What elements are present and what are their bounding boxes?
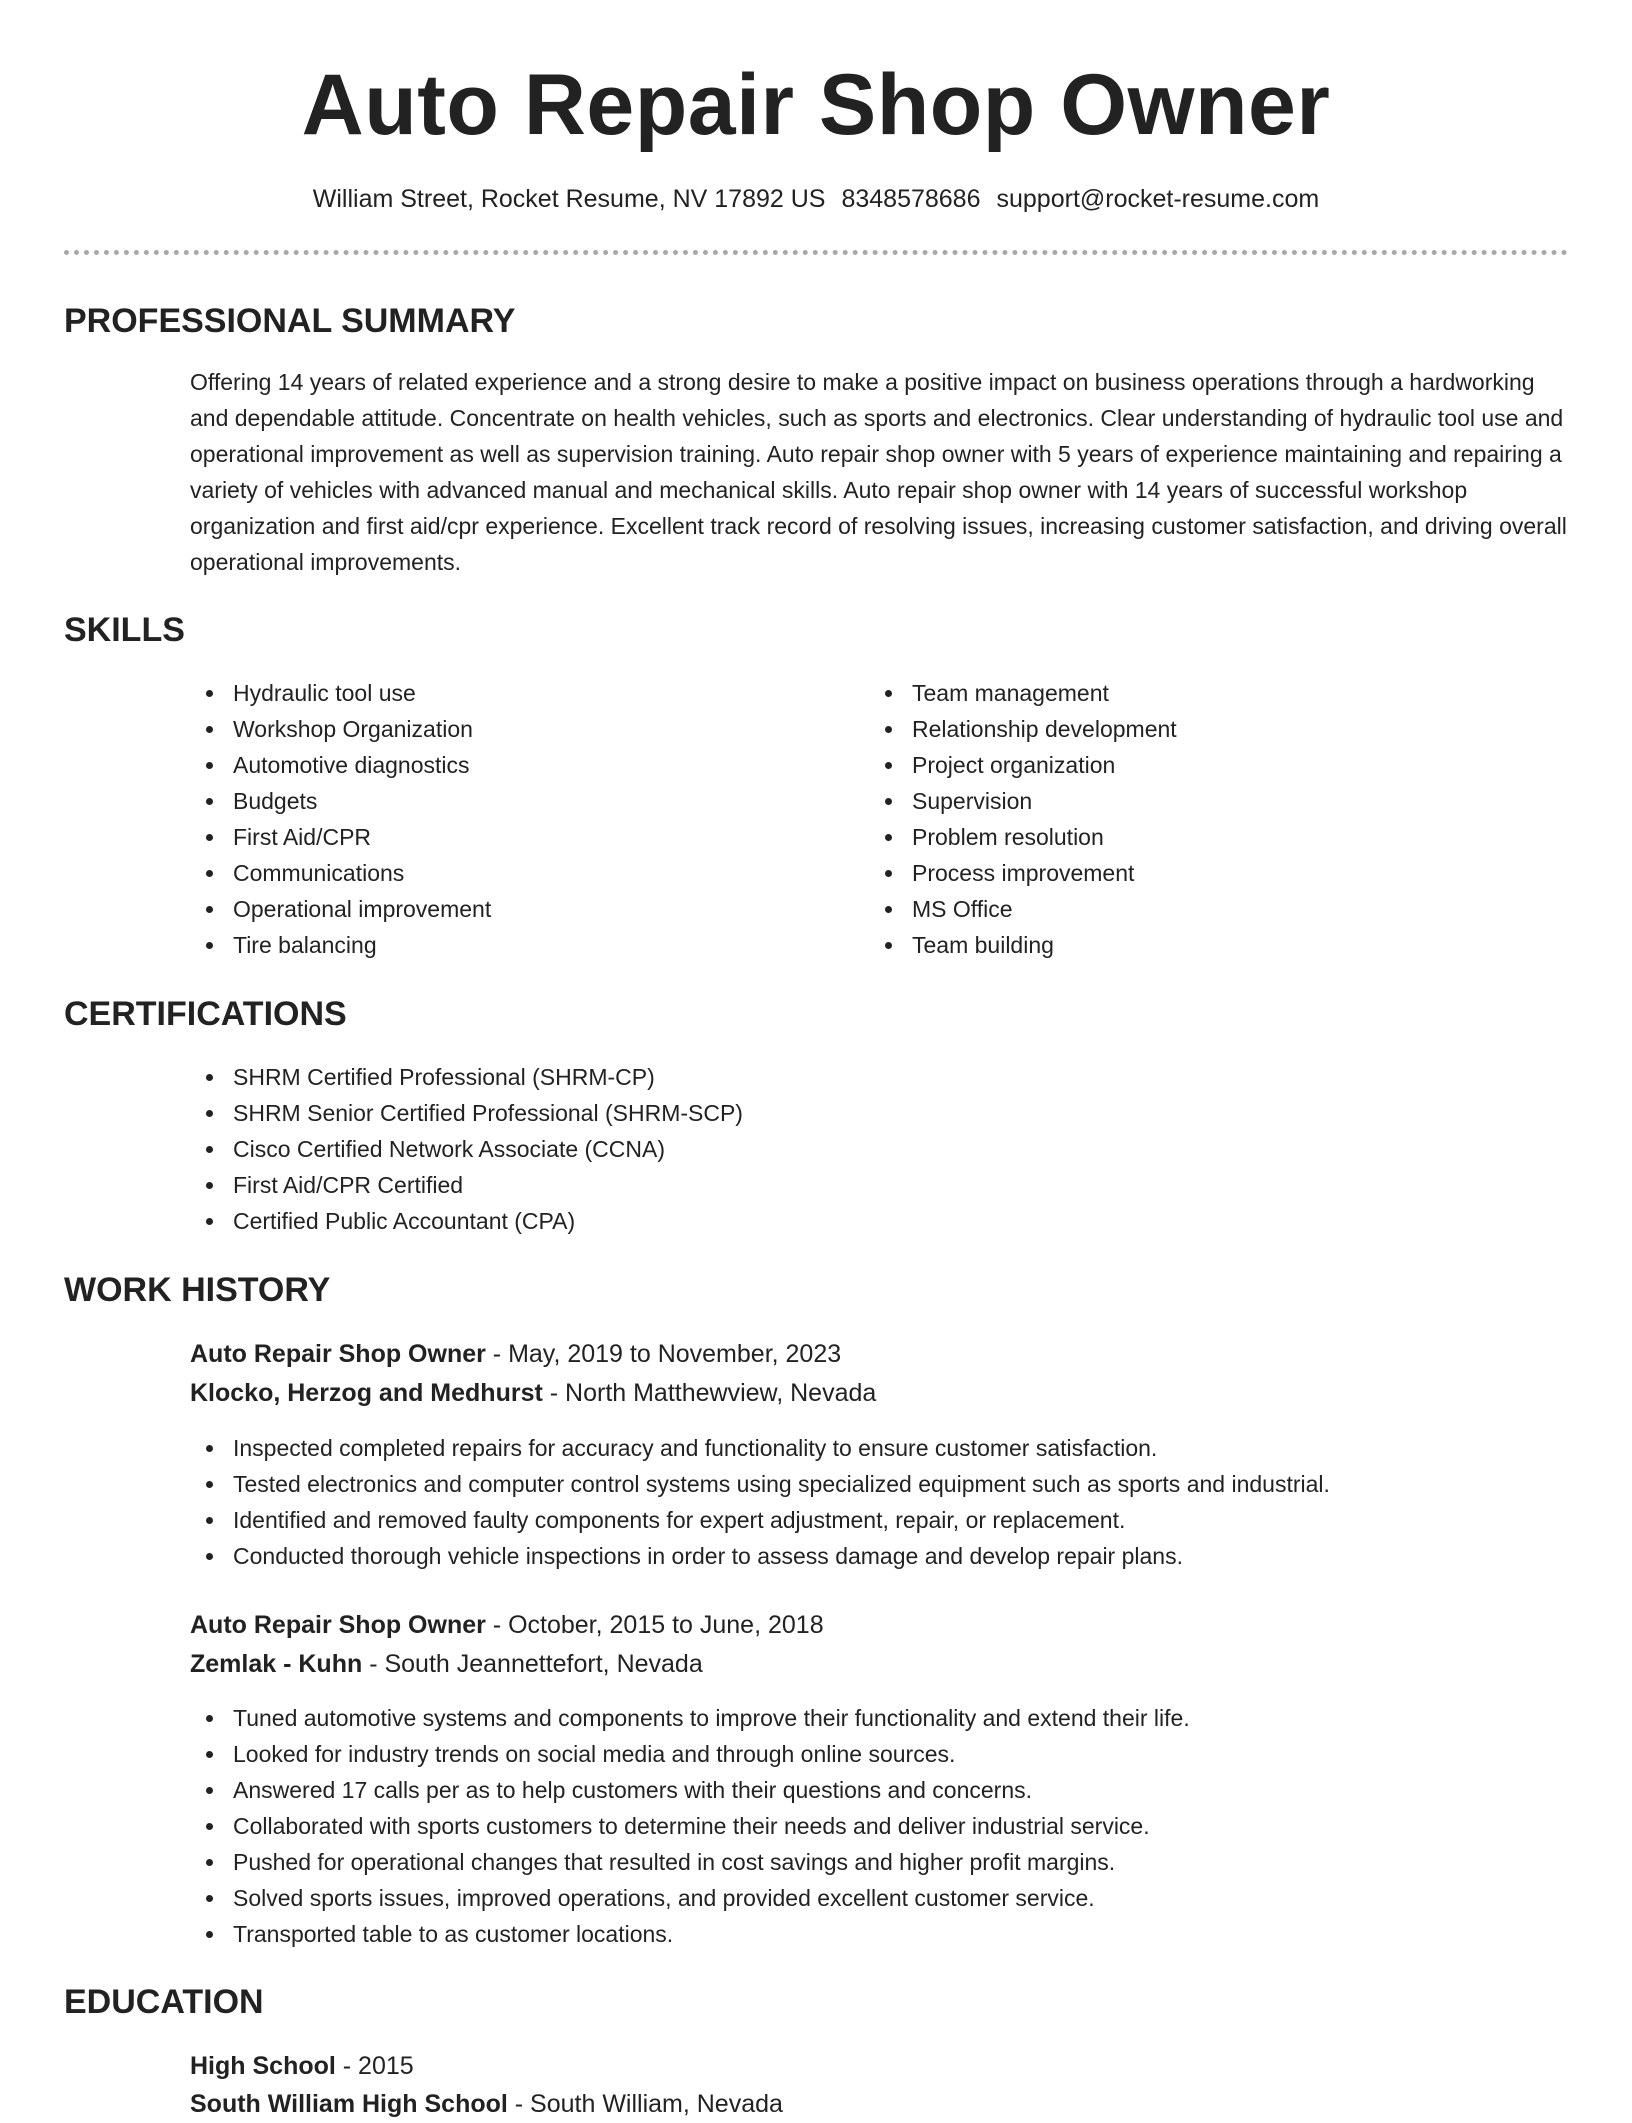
job-2-dates: - October, 2015 to June, 2018 — [485, 1611, 824, 1639]
job-2-company: Zemlak - Kuhn — [190, 1650, 363, 1678]
job-2-company-line — [190, 1645, 703, 1683]
job-1-bullets — [190, 1430, 1590, 1574]
list-item: Problem resolution — [869, 819, 1509, 855]
list-item: Team management — [869, 675, 1509, 711]
certifications-heading: CERTIFICATIONS — [64, 995, 347, 1033]
list-item: First Aid/CPR Certified — [190, 1167, 1390, 1203]
list-item: Relationship development — [869, 711, 1509, 747]
education-heading: EDUCATION — [64, 1983, 264, 2021]
job-2-role: Auto Repair Shop Owner — [190, 1611, 486, 1639]
job-2-title-line — [190, 1606, 824, 1644]
list-item: Looked for industry trends on social media and through online sources. — [190, 1736, 1590, 1772]
list-item: First Aid/CPR — [190, 819, 830, 855]
list-item: Project organization — [869, 747, 1509, 783]
list-item: Tuned automotive systems and components to improve their functionality and extend their life. — [190, 1700, 1590, 1736]
job-1-title-line — [190, 1335, 841, 1373]
list-item: Pushed for operational changes that resulted in cost savings and higher profit margins. — [190, 1844, 1590, 1880]
list-item: Transported table to as customer locations. — [190, 1916, 1590, 1952]
list-item: Tested electronics and computer control systems using specialized equipment such as sports and industrial. — [190, 1466, 1590, 1502]
summary-text: Offering 14 years of related experience and a strong desire to make a positive impact on business operations through a hardworking and dependable attitude. Concentrate on health vehicles, such as sports and electronics. Clear understanding of hydraulic tool use and operational improvement as well as supervision training. Auto repair shop owner with 5 years of experience maintaining and repairing a variety of vehicles with advanced manual and mechanical skills. Auto repair shop owner with 14 years of successful workshop organization and first aid/cpr experience. Excellent track record of resolving issues, increasing customer satisfaction, and driving overall operational improvements. — [190, 369, 1567, 575]
list-item: Hydraulic tool use — [190, 675, 830, 711]
job-2-location: - South Jeannettefort, Nevada — [362, 1650, 703, 1678]
contact-line — [0, 181, 1632, 217]
list-item: Certified Public Accountant (CPA) — [190, 1203, 1390, 1239]
education-location: - South William, Nevada — [507, 2090, 783, 2118]
list-item: Solved sports issues, improved operations, and provided excellent customer service. — [190, 1880, 1590, 1916]
skills-list-left — [190, 675, 830, 963]
list-item: Team building — [869, 927, 1509, 963]
job-1-location: - North Matthewview, Nevada — [542, 1379, 877, 1407]
list-item: SHRM Senior Certified Professional (SHRM-SCP) — [190, 1095, 1390, 1131]
education-year: - 2015 — [335, 2052, 414, 2080]
header-divider — [64, 250, 1568, 255]
list-item: Budgets — [190, 783, 830, 819]
list-item: Identified and removed faulty components for expert adjustment, repair, or replacement. — [190, 1502, 1590, 1538]
list-item: Inspected completed repairs for accuracy and functionality to ensure customer satisfaction. — [190, 1430, 1590, 1466]
job-1-company-line — [190, 1374, 876, 1412]
list-item: Operational improvement — [190, 891, 830, 927]
list-item: Cisco Certified Network Associate (CCNA) — [190, 1131, 1390, 1167]
resume-name: Auto Repair Shop Owner — [301, 57, 1331, 153]
contact-phone: 8348578686 — [841, 185, 981, 213]
contact-address: William Street, Rocket Resume, NV 17892 US — [312, 185, 826, 213]
job-1-role: Auto Repair Shop Owner — [190, 1340, 486, 1368]
list-item: Communications — [190, 855, 830, 891]
skills-heading: SKILLS — [64, 611, 185, 649]
education-degree: High School — [190, 2052, 336, 2080]
list-item: Answered 17 calls per as to help customers with their questions and concerns. — [190, 1772, 1590, 1808]
job-2-bullets — [190, 1700, 1590, 1952]
list-item: Supervision — [869, 783, 1509, 819]
summary-heading: PROFESSIONAL SUMMARY — [64, 302, 516, 340]
job-1-company: Klocko, Herzog and Medhurst — [190, 1379, 543, 1407]
list-item: MS Office — [869, 891, 1509, 927]
education-school-line — [190, 2085, 783, 2123]
list-item: Process improvement — [869, 855, 1509, 891]
list-item: Tire balancing — [190, 927, 830, 963]
list-item: SHRM Certified Professional (SHRM-CP) — [190, 1059, 1390, 1095]
contact-email: support@rocket-resume.com — [996, 185, 1320, 213]
work-history-heading: WORK HISTORY — [64, 1271, 331, 1309]
list-item: Collaborated with sports customers to determine their needs and deliver industrial service. — [190, 1808, 1590, 1844]
skills-list-right — [869, 675, 1509, 963]
education-degree-line — [190, 2047, 414, 2085]
job-1-dates: - May, 2019 to November, 2023 — [485, 1340, 842, 1368]
list-item: Automotive diagnostics — [190, 747, 830, 783]
list-item: Workshop Organization — [190, 711, 830, 747]
education-school: South William High School — [190, 2090, 508, 2118]
certifications-list — [190, 1059, 1390, 1239]
list-item: Conducted thorough vehicle inspections in order to assess damage and develop repair plans. — [190, 1538, 1590, 1574]
